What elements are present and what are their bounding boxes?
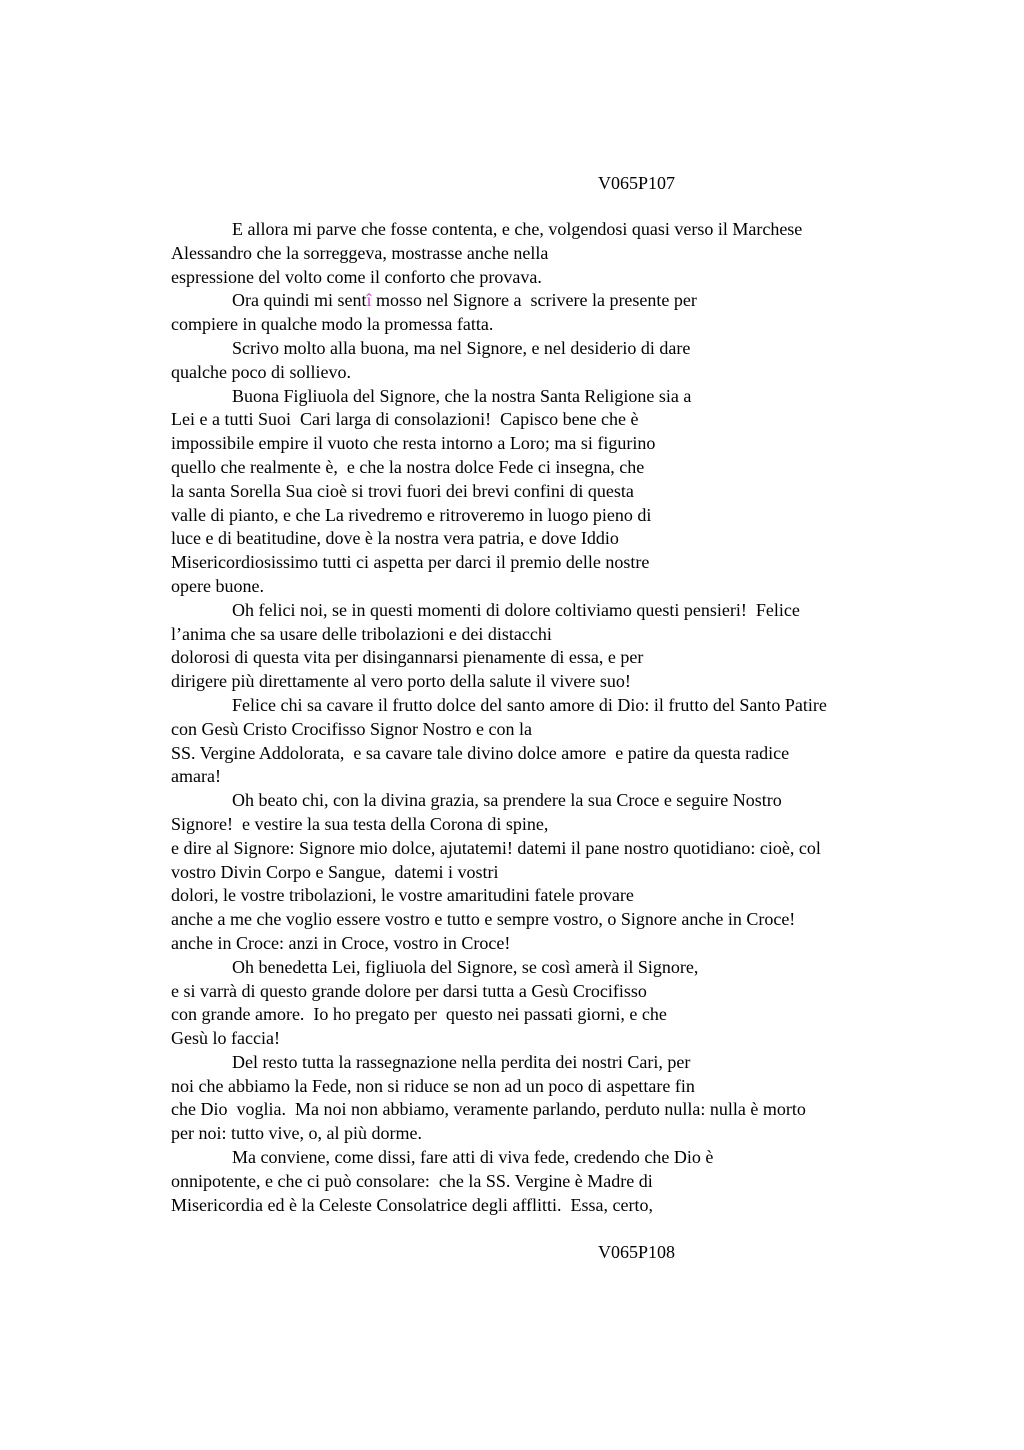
text-line: vostro Divin Corpo e Sangue, datemi i vostri — [171, 861, 499, 882]
text-line: qualche poco di sollievo. — [171, 361, 351, 382]
text-line: luce e di beatitudine, dove è la nostra vera patria, e dove Iddio — [171, 528, 619, 549]
text-fragment: mosso nel Signore a scrivere la presente per — [376, 290, 697, 311]
text-line: Felice chi sa cavare il frutto dolce del santo amore di Dio: il frutto del Santo Patire — [232, 694, 827, 715]
text-line: Buona Figliuola del Signore, che la nostra Santa Religione sia a — [232, 385, 692, 406]
text-line — [171, 289, 931, 313]
text-line: valle di pianto, e che La rivedremo e ritroveremo in luogo pieno di — [171, 504, 652, 525]
text-line: l’anima che sa usare delle tribolazioni e dei distacchi — [171, 623, 552, 644]
text-line: espressione del volto come il conforto che provava. — [171, 266, 542, 287]
text-line: anche a me che voglio essere vostro e tutto e sempre vostro, o Signore anche in Croce! — [171, 909, 796, 930]
text-line: amara! — [171, 766, 221, 787]
text-line: Lei e a tutti Suoi Cari larga di consolazioni! Capisco bene che è — [171, 409, 639, 430]
highlighted-character: î — [366, 290, 372, 311]
text-line: noi che abbiamo la Fede, non si riduce se non ad un poco di aspettare fin — [171, 1075, 695, 1096]
text-line: che Dio voglia. Ma noi non abbiamo, veramente parlando, perduto nulla: nulla è morto — [171, 1099, 806, 1120]
text-line: onnipotente, e che ci può consolare: che la SS. Vergine è Madre di — [171, 1170, 653, 1191]
text-line: con Gesù Cristo Crocifisso Signor Nostro e con la — [171, 718, 532, 739]
text-line: e dire al Signore: Signore mio dolce, ajutatemi! datemi il pane nostro quotidiano: cioè, col — [171, 837, 821, 858]
text-line: Misericordia ed è la Celeste Consolatrice degli afflitti. Essa, certo, — [171, 1194, 654, 1215]
text-line: Ma conviene, come dissi, fare atti di viva fede, credendo che Dio è — [232, 1147, 714, 1168]
text-line: Signore! e vestire la sua testa della Corona di spine, — [171, 813, 549, 834]
text-line: dolorosi di questa vita per disingannarsi pienamente di essa, e per — [171, 647, 644, 668]
text-line: con grande amore. Io ho pregato per questo nei passati giorni, e che — [171, 1004, 667, 1025]
letter-body — [171, 218, 931, 1217]
page-id-bottom: V065P108 — [598, 1242, 676, 1262]
text-line: dirigere più direttamente al vero porto della salute il vivere suo! — [171, 671, 631, 692]
text-line: Del resto tutta la rassegnazione nella perdita dei nostri Cari, per — [232, 1051, 691, 1072]
text-line: Gesù lo faccia! — [171, 1028, 280, 1049]
text-line: la santa Sorella Sua cioè si trovi fuori dei brevi confini di questa — [171, 480, 634, 501]
text-line: e si varrà di questo grande dolore per darsi tutta a Gesù Crocifisso — [171, 980, 647, 1001]
text-line: E allora mi parve che fosse contenta, e che, volgendosi quasi verso il Marchese — [232, 219, 803, 239]
text-line: Alessandro che la sorreggeva, mostrasse anche nella — [171, 242, 549, 263]
text-line: Oh benedetta Lei, figliuola del Signore, se così amerà il Signore, — [232, 956, 699, 977]
text-line: dolori, le vostre tribolazioni, le vostre amaritudini fatele provare — [171, 885, 634, 906]
text-line: compiere in qualche modo la promessa fatta. — [171, 314, 494, 335]
text-line: anche in Croce: anzi in Croce, vostro in Croce! — [171, 932, 511, 953]
page-id-top: V065P107 — [598, 173, 676, 193]
text-line: Scrivo molto alla buona, ma nel Signore, e nel desiderio di dare — [232, 337, 691, 358]
text-line: impossibile empire il vuoto che resta intorno a Loro; ma si figurino — [171, 433, 656, 454]
text-line: quello che realmente è, e che la nostra dolce Fede ci insegna, che — [171, 456, 645, 477]
text-line: opere buone. — [171, 575, 264, 596]
text-fragment: Ora quindi mi sent — [232, 290, 367, 311]
text-line: Oh beato chi, con la divina grazia, sa prendere la sua Croce e seguire Nostro — [232, 790, 782, 811]
text-line: Misericordiosissimo tutti ci aspetta per darci il premio delle nostre — [171, 552, 650, 573]
text-line: per noi: tutto vive, o, al più dorme. — [171, 1123, 422, 1144]
text-line: Oh felici noi, se in questi momenti di dolore coltiviamo questi pensieri! Felice — [232, 599, 800, 620]
text-line: SS. Vergine Addolorata, e sa cavare tale divino dolce amore e patire da questa radice — [171, 742, 790, 763]
